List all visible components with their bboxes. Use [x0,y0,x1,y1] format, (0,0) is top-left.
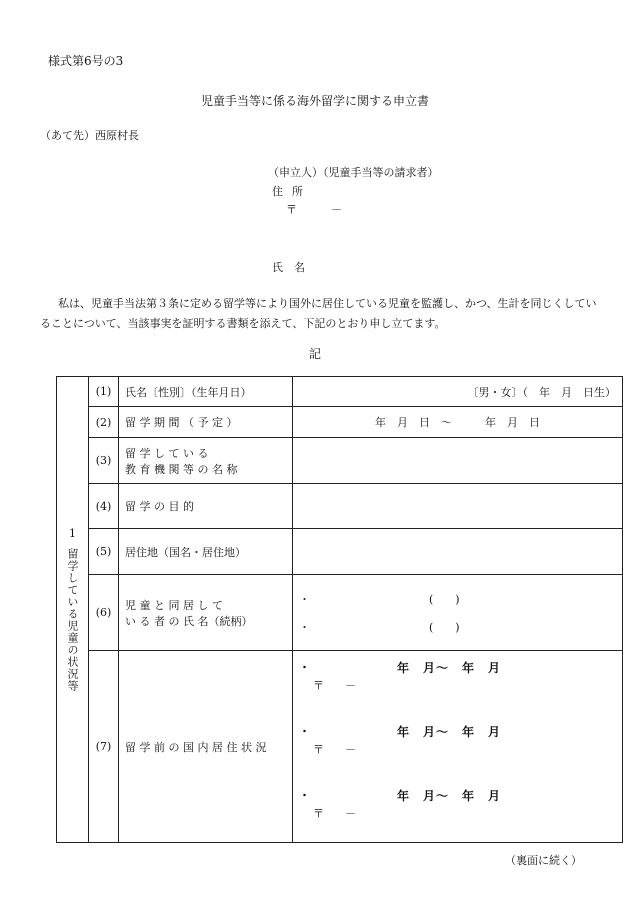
residence-entry[interactable] [293,785,622,829]
cohabitant-entry[interactable] [299,613,616,641]
applicant-header: （申立人）（児童手当等の請求者） [268,166,439,179]
bullet: ・ [299,661,310,674]
table-row [57,575,623,651]
prior-residence-field[interactable] [293,651,623,843]
bullet: ・ [299,789,310,802]
postal-mark: 〒 [286,203,297,216]
bullet: ・ [299,725,310,738]
postal-mark: 〒 [313,743,324,756]
student-status-table [56,376,623,843]
row-number: (2) [89,407,119,438]
relationship-paren: ( ) [429,620,460,634]
study-period-text: 年 月 日 ～ 年 月 日 [375,416,540,429]
row-label-line2: い る 者 の 氏 名（続柄） [125,614,253,628]
row-label: 留 学 前 の 国 内 居 住 状 況 [119,651,293,843]
row-label-line2: 教 育 機 関 等 の 名 称 [125,462,238,476]
postal-dash: － [345,807,356,820]
residence-entry[interactable] [293,721,622,765]
document-title: 児童手当等に係る海外留学に関する申立書 [200,94,429,108]
row-label-line1: 留 学 し て い る [125,446,209,460]
postal-dash: － [331,203,342,216]
addressee: （あて先）西原村長 [40,129,139,142]
table-row [57,484,623,529]
ki-heading: 記 [308,347,321,361]
row-number: (6) [89,575,119,651]
row-number: (7) [89,651,119,843]
stay-period: 年 月～ 年 月 [397,789,502,803]
row-number: (3) [89,438,119,484]
table-row [57,438,623,484]
row-label: 居住地（国名・居住地） [119,529,293,575]
study-purpose-field[interactable] [293,484,623,529]
residence-field[interactable] [293,529,623,575]
cohabitant-field[interactable] [293,575,623,651]
postal-mark: 〒 [313,679,324,692]
study-period-field[interactable] [293,407,623,438]
row-label [119,575,293,651]
address-label: 住所 [272,185,312,198]
row-label: 留 学 の 目 的 [119,484,293,529]
postal-dash: － [345,679,356,692]
stay-period: 年 月～ 年 月 [397,661,502,675]
institution-name-field[interactable] [293,438,623,484]
cohabitant-entry[interactable] [299,585,616,613]
row-number: (5) [89,529,119,575]
row-label: 留 学 期 間 （ 予 定 ） [119,407,293,438]
table-row [57,407,623,438]
relationship-paren: ( ) [429,592,460,606]
section-number: 1 [69,527,76,540]
residence-entry[interactable] [293,657,622,701]
form-number: 様式第6号の3 [48,54,124,68]
gender-birth-text: 〔男・女〕（ 年 月 日生） [467,385,616,399]
bullet: ・ [299,620,310,634]
row-label-line1: 児 童 と 同 居 し て [125,598,223,612]
continued-note: （裏面に続く） [505,854,582,867]
row-number: (4) [89,484,119,529]
name-label: 氏名 [272,261,316,274]
declaration-text: 私は、児童手当法第３条に定める留学等により国外に居住している児童を監護し、かつ、生計を同じくしていることについて、当該事実を証明する書類を添えて、下記のとおり申し立てます。 [40,297,597,330]
table-row [57,377,623,407]
bullet: ・ [299,592,310,606]
name-gender-birth-field[interactable] [293,377,623,407]
postal-dash: － [345,743,356,756]
section-label [57,377,89,843]
stay-period: 年 月～ 年 月 [397,725,502,739]
row-label [119,438,293,484]
table-row [57,529,623,575]
table-row [57,651,623,843]
section-title: 留学している児童の状況等 [66,548,79,692]
row-label: 氏名〔性別〕（生年月日） [119,377,293,407]
row-number: (1) [89,377,119,407]
postal-mark: 〒 [313,807,324,820]
